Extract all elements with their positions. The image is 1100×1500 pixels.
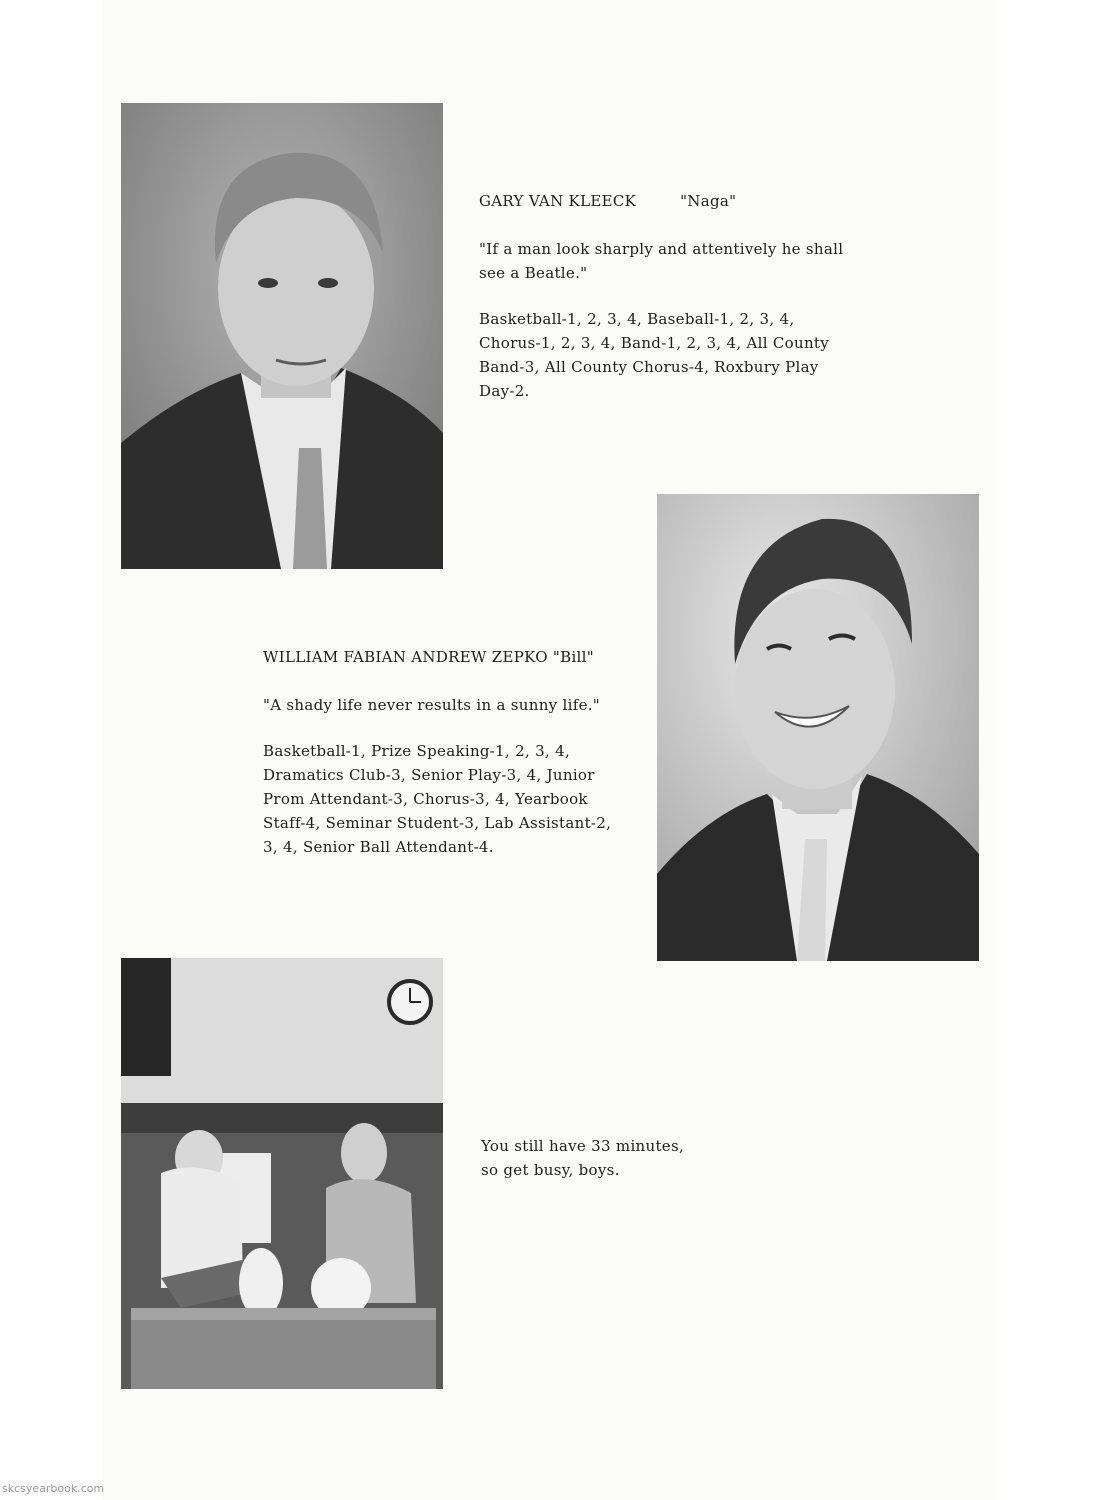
student-quote: "If a man look sharply and attentively he shall see a Beatle." (479, 240, 844, 282)
student-nickname: "Bill" (552, 648, 594, 666)
portrait-gary-van-kleeck (121, 103, 443, 569)
student-activities: Basketball-1, Prize Speaking-1, 2, 3, 4, Dramatics Club-3, Senior Play-3, 4, Junior Prom Attendant-3, Chorus-3, 4, Yearbook Staff-4, Seminar Student-3, Lab Assistant-2, 3, 4, Senior Ball Attendant-4. (263, 742, 612, 856)
caption-text: You still have 33 minutes, so get busy, boys. (481, 1137, 685, 1179)
watermark: skcsyearbook.com (2, 1482, 105, 1495)
student-bio-william (263, 645, 628, 859)
student-nickname: "Naga" (680, 192, 737, 210)
student-activities: Basketball-1, 2, 3, 4, Baseball-1, 2, 3, 4, Chorus-1, 2, 3, 4, Band-1, 2, 3, 4, All County Band-3, All County Chorus-4, Roxbury Play Day-2. (479, 310, 830, 400)
candid-caption (481, 1134, 706, 1182)
student-name: WILLIAM FABIAN ANDREW ZEPKO (263, 648, 548, 666)
student-quote: "A shady life never results in a sunny life." (263, 696, 601, 714)
candid-classroom-photo (121, 958, 443, 1389)
student-bio-gary (479, 189, 849, 403)
portrait-william-zepko (657, 494, 979, 961)
student-name: GARY VAN KLEECK (479, 192, 637, 210)
